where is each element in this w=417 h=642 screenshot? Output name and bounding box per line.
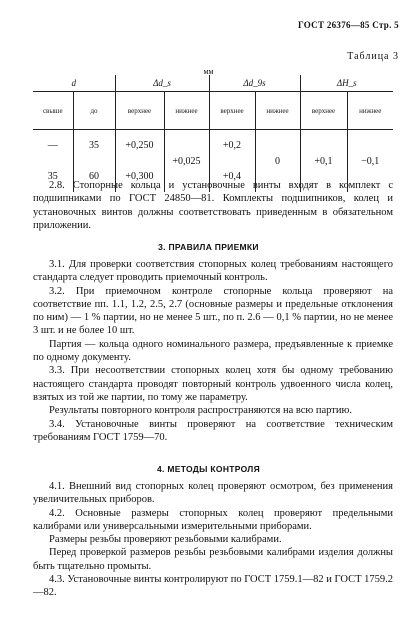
table-cell: +0,250 [115,130,164,162]
table-cell: +0,1 [300,130,347,193]
header-delta-hs: ΔH_s [300,75,393,92]
table-cell: 35 [73,130,115,162]
paragraph: 3.3. При несоответствии стопорных колец хотя бы одному требованию настоящего стандарта проводят повторный контроль удвоенного числа колец, взятых из той же партии, по тому же параметру. [33,365,393,403]
paragraph: 4.2. Основные размеры стопорных колец проверяют предельными калибрами или универсальными измерительными приборами. [33,507,393,532]
table-cell: −0,1 [347,130,393,193]
subheader-lower: нижнее [164,92,209,130]
subheader-upper: верхнее [115,92,164,130]
paragraph: Партия — кольца одного номинального размера, предъявленные к приемке по одному документу. [33,338,393,364]
paragraph-2-8 [33,179,393,232]
subheader-to: до [73,92,115,130]
subheader-upper: верхнее [209,92,255,130]
header-delta-ds: Δd_s [115,75,209,92]
section-4-body [33,480,393,600]
paragraph: Результаты повторного контроля распространяются на всю партию. [49,405,352,417]
subheader-upper: верхнее [300,92,347,130]
paragraph: Размеры резьбы проверяют резьбовыми калибрами. [49,534,282,546]
table-cell: 60 [73,161,115,192]
paragraph: 4.1. Внешний вид стопорных колец проверяют осмотром, без применения увеличительных приборов. [33,481,393,506]
header-delta-d9s: Δd_9s [209,75,300,92]
table-cell: +0,025 [164,130,209,193]
table-cell: — [47,140,58,151]
table-cell: +0,4 [209,161,255,192]
subheader-lower: нижнее [347,92,393,130]
table-cell: +0,2 [209,130,255,162]
paragraph: 4.3. Установочные винты контролируют по ГОСТ 1759.1—82 и ГОСТ 1759.2—82. [33,574,393,599]
paragraph: 2.8. Стопорные кольца и установочные винты входят в комплект с подшипниками по ГОСТ 24850—81. Комплекты подшипников, колец и установочных винтов должны соответствовать приведенным в обязательном приложении. [33,180,393,231]
subheader-over: свыше [33,92,73,130]
paragraph: 3.2. При приемочном контроле стопорные кольца проверяют на соответствие пп. 1.1, 1.2, 2.5, 2.7 (основные размеры и предельные отклонения по ним) — 1 % партии, но не менее 5 шт., по п. 2.6 — 0,1 % партии, но не менее 3 шт. и не более 10 шт. [33,285,393,337]
section-3-title: 3. ПРАВИЛА ПРИЕМКИ [158,242,259,252]
table-cell: +0,300 [115,161,164,192]
page-header: ГОСТ 26376—85 Стр. 5 [297,20,399,30]
subheader-lower: нижнее [255,92,300,130]
table-unit: мм [203,67,214,76]
section-3-body [33,258,393,444]
table-row [33,130,393,162]
paragraph: 3.1. Для проверки соответствия стопорных колец требованиям настоящего стандарта следует проводить приемочный контроль. [33,259,393,284]
table-cell: 0 [255,130,300,193]
header-d: d [33,75,115,92]
tolerance-table [33,75,393,192]
table-caption: Таблица 3 [347,51,399,62]
table-cell: 35 [47,171,58,182]
section-4-title: 4. МЕТОДЫ КОНТРОЛЯ [157,464,260,474]
paragraph: 3.4. Установочные винты проверяют на соответствие техническим требованиям ГОСТ 1759—70. [33,418,393,443]
paragraph: Перед проверкой размеров резьбы резьбовыми калибрами изделия должны быть тщательно промыты. [33,547,393,572]
